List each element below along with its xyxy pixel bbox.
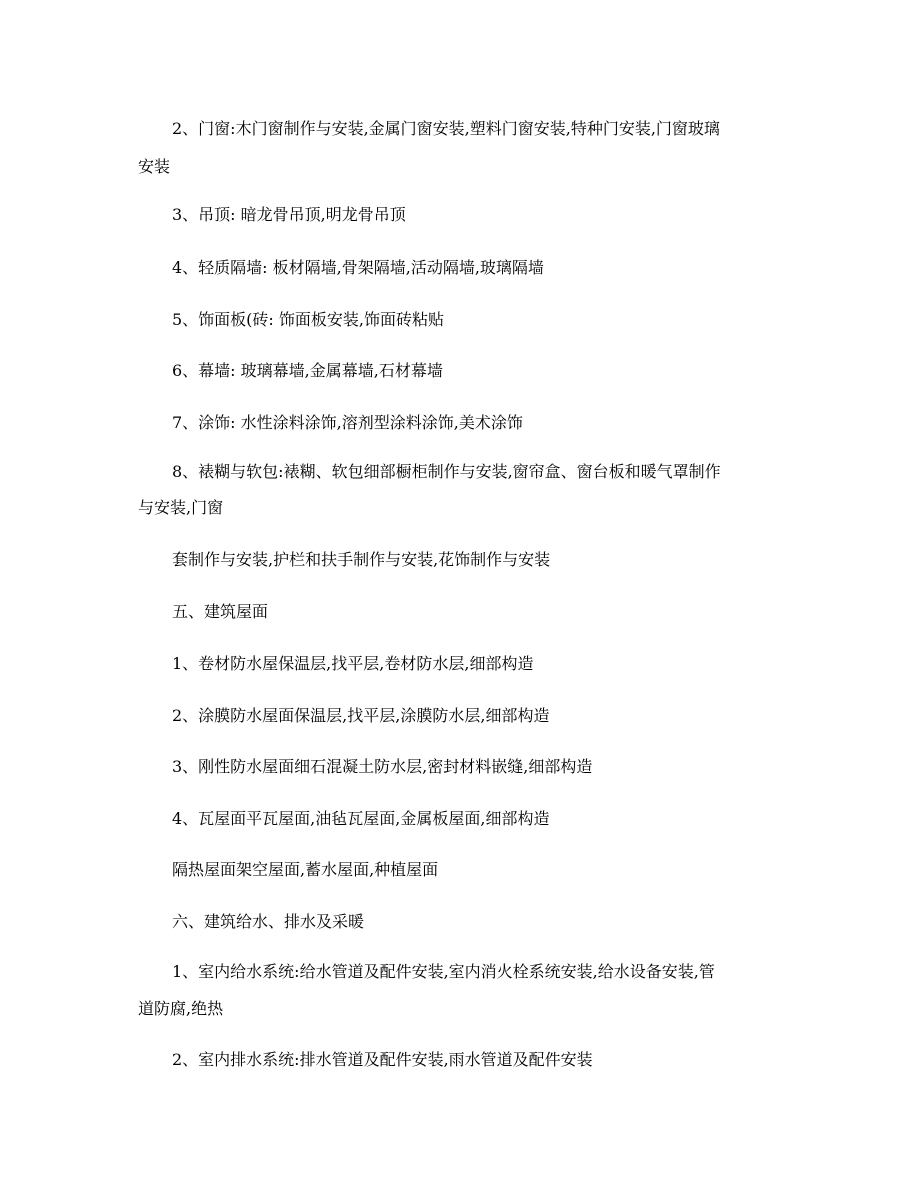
paragraph-line: 8、裱糊与软包:裱糊、软包细部橱柜制作与安装,窗帘盒、窗台板和暖气罩制作	[172, 462, 721, 481]
paragraph-line: 6、幕墙: 玻璃幕墙,金属幕墙,石材幕墙	[172, 361, 443, 380]
section-heading: 六、建筑给水、排水及采暖	[172, 912, 365, 931]
section-heading: 五、建筑屋面	[172, 602, 269, 621]
paragraph-line: 5、饰面板(砖: 饰面板安装,饰面砖粘贴	[172, 310, 444, 329]
paragraph-line: 4、轻质隔墙: 板材隔墙,骨架隔墙,活动隔墙,玻璃隔墙	[172, 258, 544, 277]
paragraph-line: 3、吊顶: 暗龙骨吊顶,明龙骨吊顶	[172, 205, 406, 224]
paragraph-line: 1、卷材防水屋保温层,找平层,卷材防水层,细部构造	[172, 654, 534, 673]
paragraph-line: 道防腐,绝热	[138, 999, 224, 1018]
paragraph-line: 2、门窗:木门窗制作与安装,金属门窗安装,塑料门窗安装,特种门安装,门窗玻璃	[172, 119, 720, 138]
paragraph-line: 4、瓦屋面平瓦屋面,油毡瓦屋面,金属板屋面,细部构造	[172, 809, 550, 828]
paragraph-line: 3、刚性防水屋面细石混凝土防水层,密封材料嵌缝,细部构造	[172, 757, 593, 776]
paragraph-line: 安装	[138, 157, 171, 176]
paragraph-line: 套制作与安装,护栏和扶手制作与安装,花饰制作与安装	[172, 550, 551, 569]
paragraph-line: 隔热屋面架空屋面,蓄水屋面,种植屋面	[172, 860, 439, 879]
paragraph-line: 2、涂膜防水屋面保温层,找平层,涂膜防水层,细部构造	[172, 706, 550, 725]
paragraph-line: 2、室内排水系统:排水管道及配件安装,雨水管道及配件安装	[172, 1050, 593, 1069]
paragraph-line: 7、涂饰: 水性涂料涂饰,溶剂型涂料涂饰,美术涂饰	[172, 413, 523, 432]
paragraph-line: 1、室内给水系统:给水管道及配件安装,室内消火栓系统安装,给水设备安装,管	[172, 962, 715, 981]
paragraph-line: 与安装,门窗	[138, 498, 224, 517]
